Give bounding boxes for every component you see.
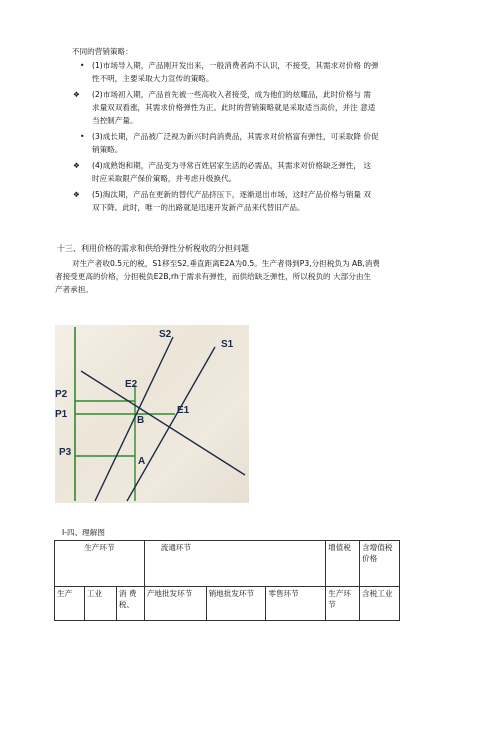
- label-p1: P1: [55, 409, 68, 420]
- label-e1: E1: [177, 405, 190, 416]
- table-row: [55, 587, 400, 621]
- item-line: 时应采取限产保价策略，并考虑升级换代。: [92, 174, 237, 183]
- item-line: 求量双双看涨，其需求价格弹性为正。此时的营销策略就是采取适当高价，并注 意适: [92, 103, 376, 112]
- label-e2: E2: [125, 379, 138, 390]
- cell-consumption-tax: 消 费税、: [116, 587, 144, 621]
- item-line: (5)淘汰期，产品在更新的替代产品挤压下，逐渐退出市场，这时产品价格与销量 双: [92, 190, 371, 199]
- cell-industry: 工业: [84, 587, 116, 621]
- supply-demand-diagram: [55, 325, 249, 503]
- cell-production: 生产: [55, 587, 85, 621]
- cell-destination-wholesale: 销地批发环节: [206, 587, 266, 621]
- cell-origin-wholesale: 产地批发环节: [144, 587, 206, 621]
- strategy-heading: 不同的营销策略：: [72, 47, 133, 56]
- label-a: A: [138, 456, 146, 467]
- tax-incidence-figure: [55, 325, 249, 503]
- supply-curve-s2: [95, 337, 173, 501]
- item-line: 销策略。: [92, 145, 123, 154]
- label-s2: S2: [159, 329, 172, 340]
- label-s1: S1: [221, 339, 234, 350]
- header-circulation: 流通环节: [144, 541, 325, 587]
- section-title: 十三、利用价格的需求和供给弹性分析税收的分担问题: [57, 244, 249, 253]
- table-caption: I-四、理解图: [62, 528, 105, 537]
- item-line: (2)市场初入期，产品首先被一些高收入者接受，成为他们的炫耀品，此时价格与 需: [92, 90, 371, 99]
- label-p3: P3: [59, 447, 72, 458]
- header-price-incl-vat: 含增值税价格: [360, 541, 400, 587]
- item-line: 当控制产量。: [92, 116, 138, 125]
- cell-retail: 零售环节: [266, 587, 326, 621]
- item-line: 性不明，主要采取大力宣传的策略。: [92, 74, 214, 83]
- section-paragraph-line: 对生产者收0.5元的税，S1移至S2,垂直距离E2A为0.5。生产者得到P3,分担税负为 AB,消费: [72, 259, 380, 268]
- bullet-marker: •: [80, 132, 85, 141]
- section-paragraph-line: 者接受更高的价格，分担税负E2B,rh于需求有弹性，而供给缺乏弹性，所以税负的 大部分由生: [55, 272, 372, 281]
- table-header-row: [55, 541, 400, 587]
- header-vat: 增值税: [326, 541, 360, 587]
- demand-curve: [81, 371, 245, 475]
- item-line: 双下降。此时，唯一的出路就是迅速开发新产品来代替旧产品。: [92, 203, 305, 212]
- cell-taxed-industry: 含税工业: [360, 587, 400, 621]
- item-line: (1)市场导入期，产品刚开发出来，一般消费者尚不认识，不接受，其需求对价格 的弹: [92, 61, 379, 70]
- bullet-marker: ❖: [73, 161, 80, 170]
- bullet-marker: ❖: [73, 190, 80, 199]
- item-line: (4)成熟饱和期，产品变为寻常百姓居家生活的必需品，其需求对价格缺乏弹性， 这: [92, 161, 371, 170]
- label-p2: P2: [55, 389, 68, 400]
- section-paragraph-line: 产者承担。: [55, 285, 93, 294]
- bullet-marker: •: [80, 61, 85, 70]
- label-b: B: [137, 415, 145, 426]
- cell-production-stage: 生产环节: [326, 587, 360, 621]
- bullet-marker: ❖: [73, 90, 80, 99]
- tax-chain-table: [54, 540, 400, 621]
- item-line: (3)成长期，产品被广泛视为新兴时尚消费品，其需求对价格富有弹性，可采取降 价促: [92, 132, 379, 141]
- header-production: 生产环节: [55, 541, 145, 587]
